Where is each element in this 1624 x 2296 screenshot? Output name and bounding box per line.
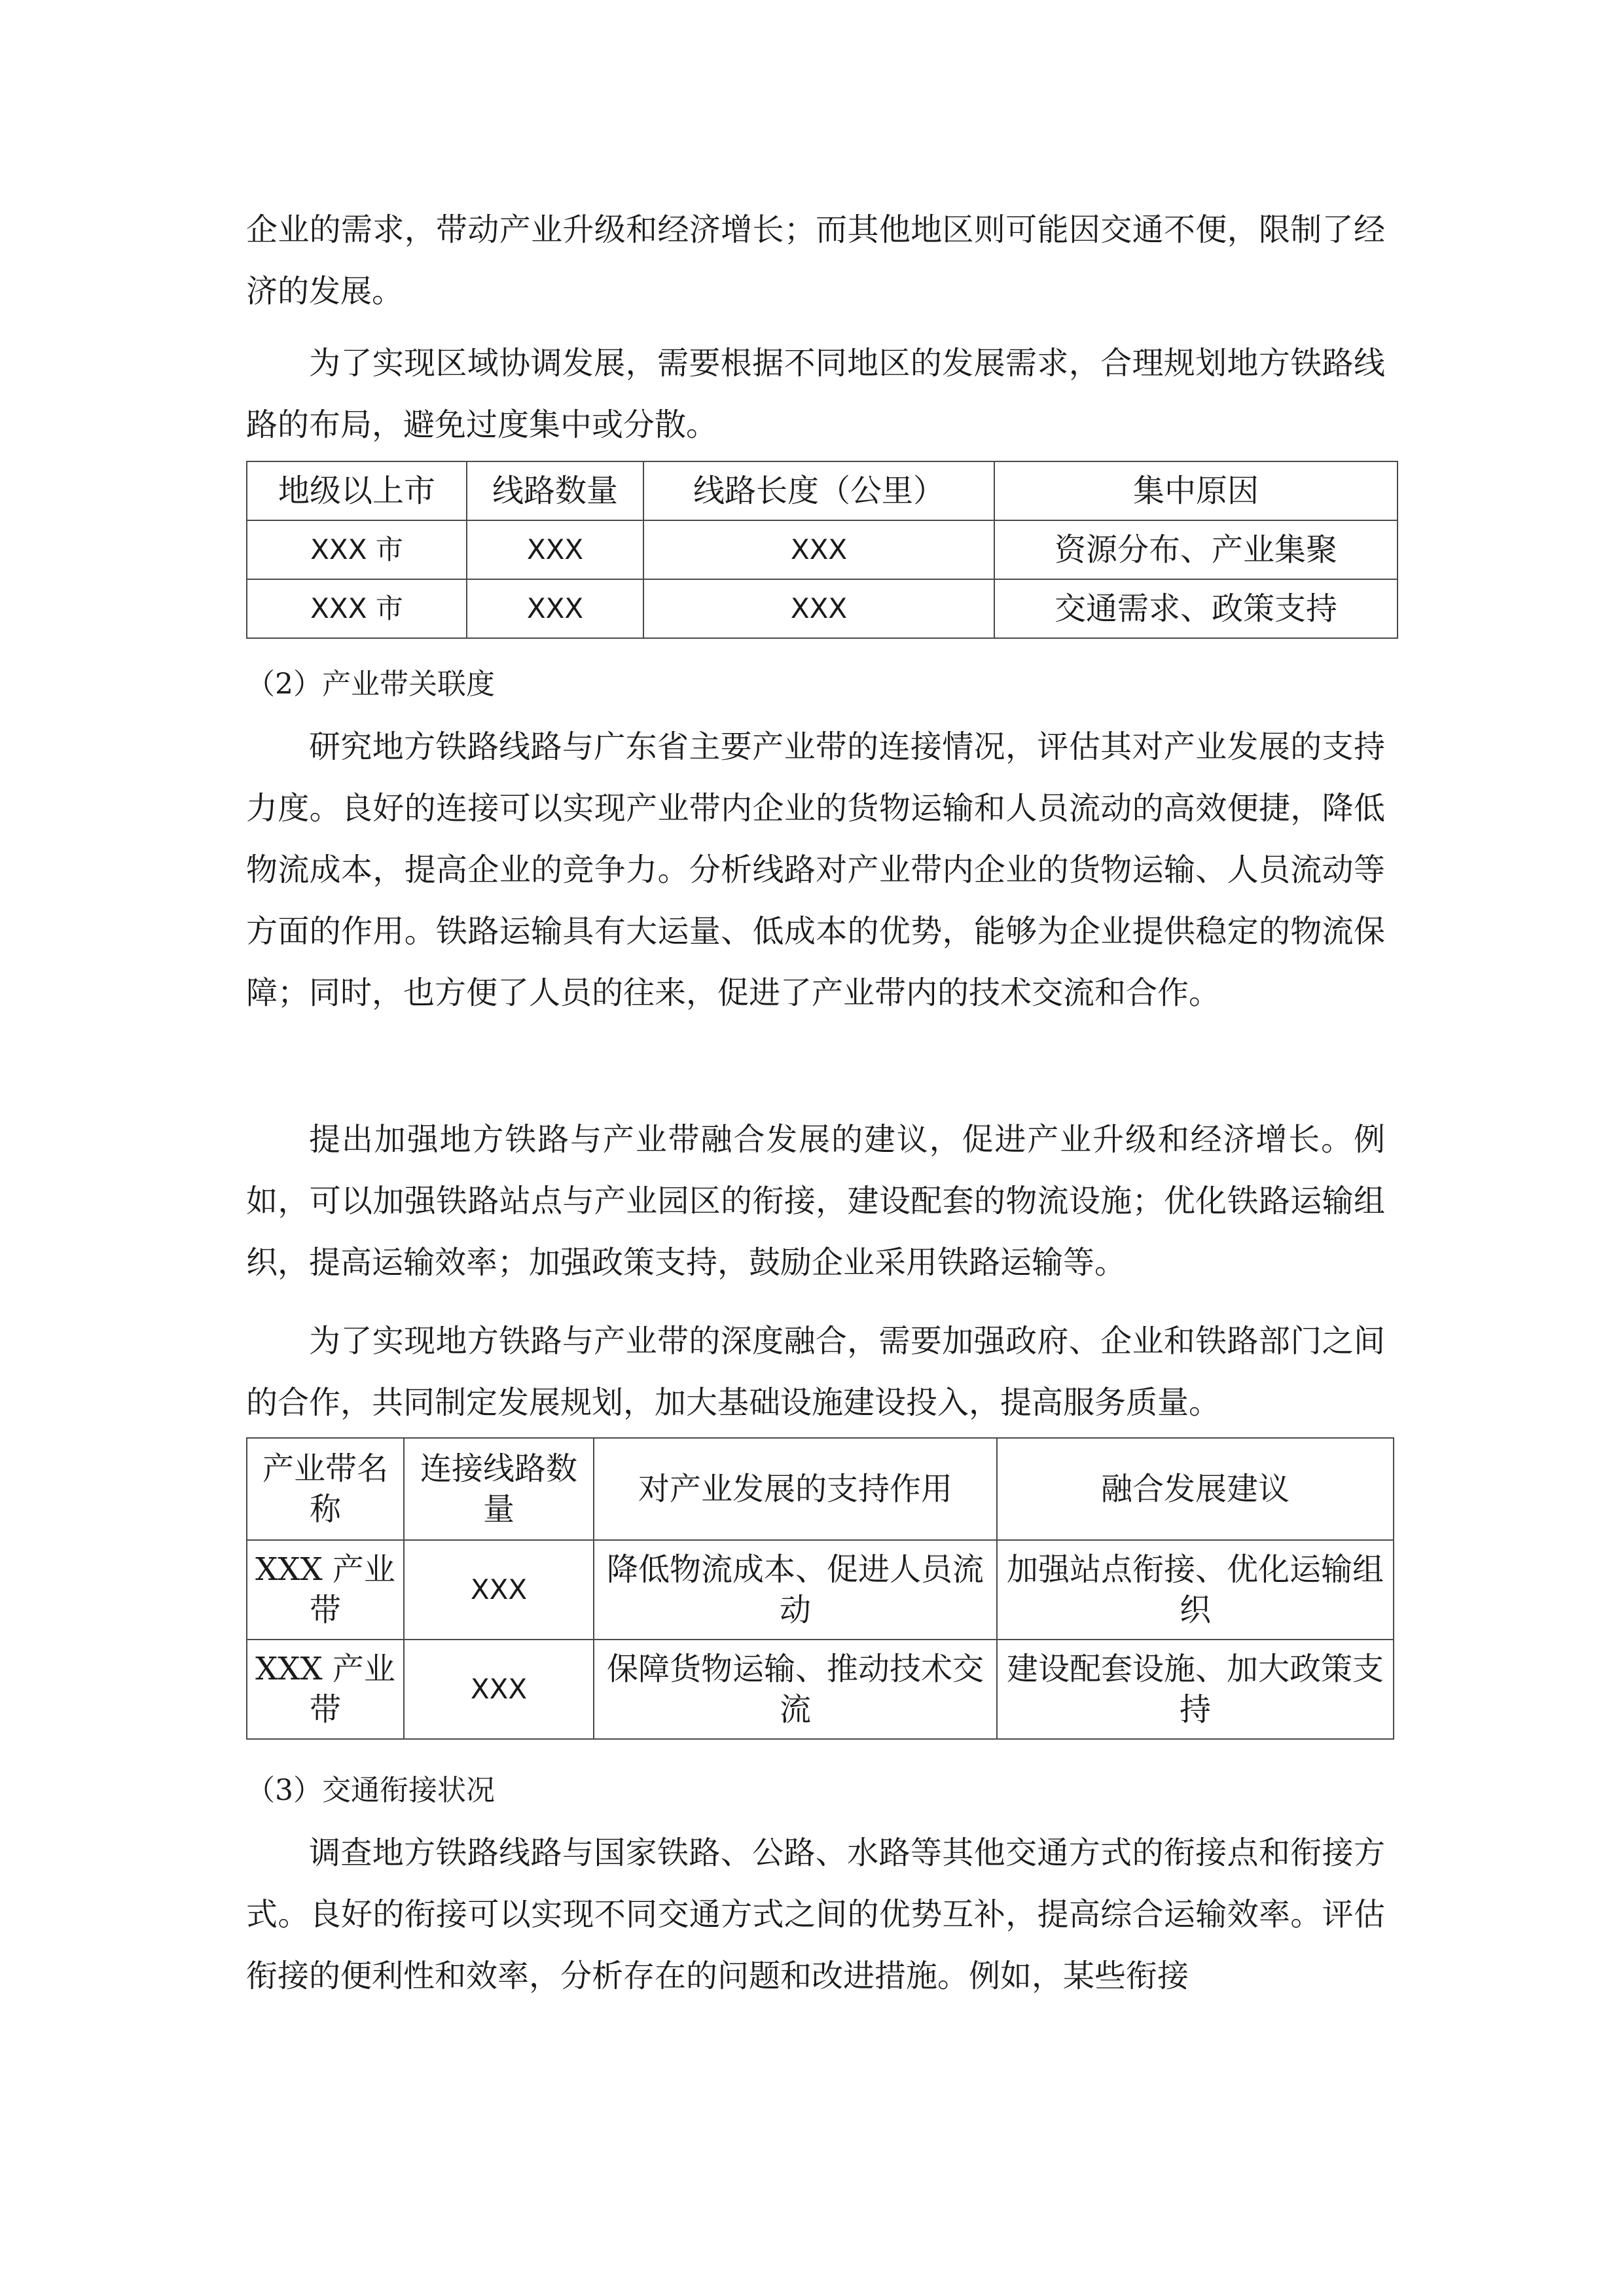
table-header-row (247, 1438, 1394, 1540)
table-header-cell: 连接线路数量 (404, 1438, 594, 1540)
table-cell: XXX 产业带 (247, 1540, 404, 1640)
paragraph-industrial-belt-research: 研究地方铁路线路与广东省主要产业带的连接情况，评估其对产业发展的支持力度。良好的连接可以实现产业带内企业的货物运输和人员流动的高效便捷，降低物流成本，提高企业的竞争力。分析线路对产业带内企业的货物运输、人员流动等方面的作用。铁路运输具有大运量、低成本的优势，能够为企业提供稳定的物流保障；同时，也方便了人员的往来，促进了产业带内的技术交流和合作。 (246, 728, 1385, 1011)
paragraph-transport-connection: 调查地方铁路线路与国家铁路、公路、水路等其他交通方式的衔接点和衔接方式。良好的衔接可以实现不同交通方式之间的优势互补，提高综合运输效率。评估衔接的便利性和效率，分析存在的问题和改进措施。例如，某些衔接 (246, 1835, 1385, 1994)
table-header-cell: 融合发展建议 (997, 1438, 1394, 1540)
table-row (247, 520, 1398, 579)
table-cell: 降低物流成本、促进人员流动 (594, 1540, 997, 1640)
paragraph-deep-integration: 为了实现地方铁路与产业带的深度融合，需要加强政府、企业和铁路部门之间的合作，共同制定发展规划，加大基础设施建设投入，提高服务质量。 (246, 1323, 1385, 1421)
table-cell: XXX (467, 520, 643, 579)
table-header-cell: 集中原因 (994, 461, 1398, 520)
table-header-row (247, 461, 1398, 520)
table-row (247, 1640, 1394, 1739)
paragraph-integration-suggestions: 提出加强地方铁路与产业带融合发展的建议，促进产业升级和经济增长。例如，可以加强铁路站点与产业园区的衔接，建设配套的物流设施；优化铁路运输组织，提高运输效率；加强政策支持，鼓励企业采用铁路运输等。 (246, 1121, 1385, 1281)
city-lines-table (246, 461, 1398, 639)
table-cell: 交通需求、政策支持 (994, 579, 1398, 638)
section-heading-industrial-belt: （2）产业带关联度 (246, 668, 495, 701)
table-cell: XXX 市 (247, 520, 467, 579)
section-heading-transport-connection: （3）交通衔接状况 (246, 1774, 495, 1807)
table-header-cell: 线路数量 (467, 461, 643, 520)
table-header-cell: 线路长度（公里） (643, 461, 994, 520)
table-cell: XXX 市 (247, 579, 467, 638)
table-header-cell: 对产业发展的支持作用 (594, 1438, 997, 1540)
table-cell: XXX (404, 1640, 594, 1739)
table-cell: XXX 产业带 (247, 1640, 404, 1739)
industrial-belt-table (246, 1437, 1394, 1740)
table-row (247, 579, 1398, 638)
table-cell: 建设配套设施、加大政策支持 (997, 1640, 1394, 1739)
paragraph-continuation: 企业的需求，带动产业升级和经济增长；而其他地区则可能因交通不便，限制了经济的发展。 (246, 211, 1385, 310)
table-cell: 资源分布、产业集聚 (994, 520, 1398, 579)
table-cell: XXX (643, 520, 994, 579)
table-header-cell: 产业带名称 (247, 1438, 404, 1540)
table-cell: XXX (467, 579, 643, 638)
table-cell: XXX (404, 1540, 594, 1640)
table-header-cell: 地级以上市 (247, 461, 467, 520)
table-cell: 保障货物运输、推动技术交流 (594, 1640, 997, 1739)
table-cell: 加强站点衔接、优化运输组织 (997, 1540, 1394, 1640)
table-cell: XXX (643, 579, 994, 638)
paragraph-regional-coordination: 为了实现区域协调发展，需要根据不同地区的发展需求，合理规划地方铁路线路的布局，避免过度集中或分散。 (246, 345, 1385, 443)
table-row (247, 1540, 1394, 1640)
